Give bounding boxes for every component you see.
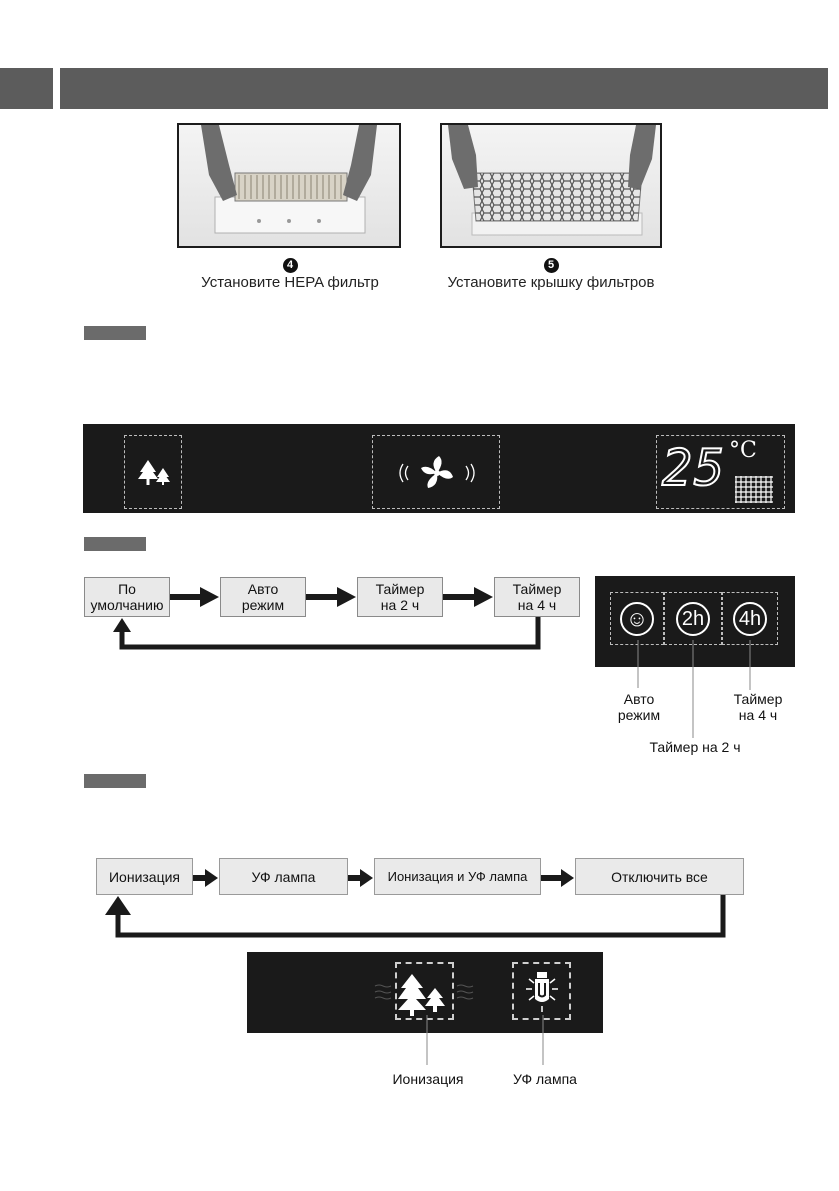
timer-2h-icon: 2h <box>676 602 710 636</box>
uv-lamp-icon <box>522 969 562 1013</box>
caption-step5 <box>425 258 677 292</box>
mode-step-default-line2: умолчанию <box>90 597 164 613</box>
function-step-ionization-uv: Ионизация и УФ лампа <box>374 858 541 895</box>
section-marker-2 <box>84 537 146 551</box>
mode-step-default <box>84 577 170 617</box>
function-step-all-off: Отключить все <box>575 858 744 895</box>
temperature-indicator <box>656 435 785 509</box>
mode-step-timer-4h <box>494 577 580 617</box>
auto-mode-label-line2: режим <box>617 707 661 723</box>
timer-2h-label: Таймер на 2 ч <box>649 739 741 755</box>
trees-icon <box>369 970 479 1016</box>
arrow-icon <box>193 869 219 887</box>
arrow-icon <box>443 586 494 608</box>
auto-mode-label <box>600 691 678 723</box>
mode-leader-lines <box>620 640 760 740</box>
return-loop-arrow <box>110 615 550 653</box>
function-step-ionization: Ионизация <box>96 858 193 895</box>
ionization-indicator <box>395 962 454 1020</box>
mode-step-default-line1: По <box>118 581 136 597</box>
fan-indicator <box>372 435 500 509</box>
step-number-4: 4 <box>283 258 298 273</box>
function-return-loop <box>102 893 732 943</box>
mode-step-auto-line1: Авто <box>247 581 279 597</box>
temperature-unit: °C <box>729 438 757 463</box>
mode-step-timer-2h-line1: Таймер <box>375 581 425 597</box>
step-number-5: 5 <box>544 258 559 273</box>
function-step-uv: УФ лампа <box>219 858 348 895</box>
caption-text-4: Установите HEPA фильтр <box>201 274 379 291</box>
uv-lamp-label: УФ лампа <box>513 1071 577 1087</box>
uv-indicator <box>512 962 571 1020</box>
ionization-label: Ионизация <box>392 1071 464 1087</box>
mode-step-auto-line2: режим <box>241 597 285 613</box>
timer-4h-indicator <box>722 592 778 645</box>
timer-4h-label-line2: на 4 ч <box>738 707 778 723</box>
photo-install-hepa <box>177 123 401 248</box>
mode-step-timer-2h <box>357 577 443 617</box>
function-leader-lines <box>420 1015 550 1067</box>
smiley-icon: ☺ <box>620 602 654 636</box>
arrow-icon <box>170 586 220 608</box>
trees-icon <box>138 460 170 486</box>
header-bar <box>60 68 828 109</box>
temperature-value: 25 <box>662 439 727 497</box>
grid-icon <box>733 474 775 504</box>
fan-icon <box>395 450 479 496</box>
section-marker-1 <box>84 326 146 340</box>
mode-step-timer-4h-line2: на 4 ч <box>517 597 557 613</box>
timer-2h-indicator <box>664 592 722 645</box>
ionizer-indicator <box>124 435 182 509</box>
caption-text-5: Установите крышку фильтров <box>447 274 655 291</box>
mode-step-timer-2h-line2: на 2 ч <box>380 597 420 613</box>
timer-4h-label <box>718 691 798 723</box>
timer-4h-label-line1: Таймер <box>733 691 783 707</box>
mode-step-timer-4h-line1: Таймер <box>512 581 562 597</box>
arrow-icon <box>306 586 357 608</box>
header-tab <box>0 68 53 109</box>
caption-step4 <box>170 258 410 292</box>
arrow-icon <box>541 869 575 887</box>
photo-install-cover <box>440 123 662 248</box>
timer-4h-icon: 4h <box>733 602 767 636</box>
auto-indicator <box>610 592 664 645</box>
section-marker-3 <box>84 774 146 788</box>
control-display-panel <box>83 424 795 513</box>
arrow-icon <box>348 869 374 887</box>
auto-mode-label-line1: Авто <box>623 691 655 707</box>
mode-step-auto <box>220 577 306 617</box>
